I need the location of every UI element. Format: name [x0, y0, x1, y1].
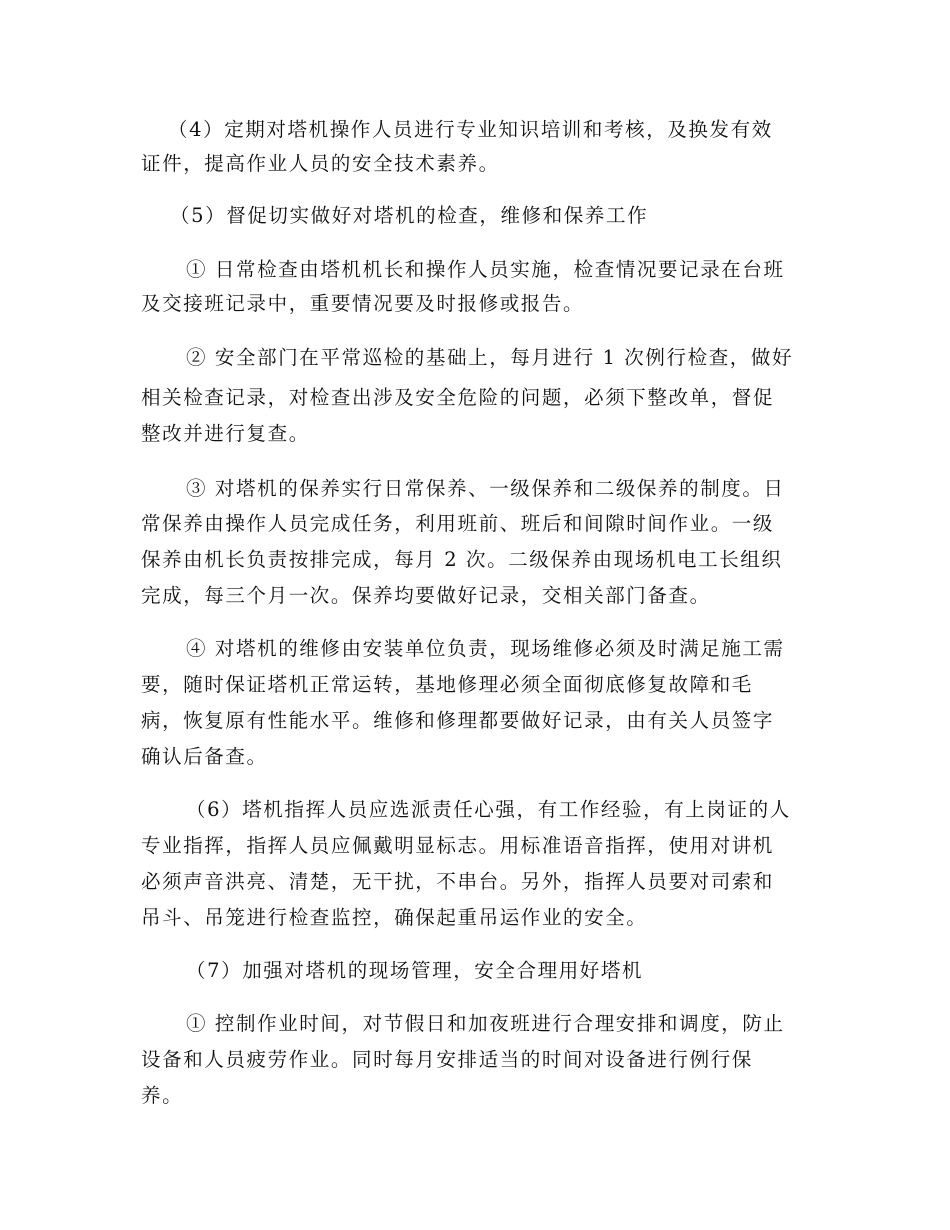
paragraph-line: ③ 对塔机的保养实行日常保养、一级保养和二级保养的制度。日 — [186, 477, 785, 500]
paragraph-line: 吊斗、吊笼进行检查监控，确保起重吊运作业的安全。 — [141, 906, 648, 929]
paragraph-line: 整改并进行复查。 — [141, 422, 310, 445]
paragraph-line: 病，恢复原有性能水平。维修和修理都要做好记录，由有关人员签字 — [141, 709, 775, 732]
paragraph-line: 相关检查记录，对检查出涉及安全危险的问题，必须下整改单，督促 — [141, 386, 775, 409]
paragraph-line: 确认后备查。 — [141, 745, 268, 768]
paragraph-line: ④ 对塔机的维修由安装单位负责，现场维修必须及时满足施工需 — [186, 637, 785, 660]
paragraph-line: 完成，每三个月一次。保养均要做好记录，交相关部门备查。 — [141, 584, 711, 607]
paragraph-line: （6）塔机指挥人员应选派责任心强，有工作经验，有上岗证的人 — [186, 798, 791, 821]
paragraph-line: ② 安全部门在平常巡检的基础上，每月进行 1 次例行检查，做好 — [186, 346, 794, 369]
section-heading: （7）加强对塔机的现场管理，安全合理用好塔机 — [186, 959, 644, 982]
paragraph-line: 保养由机长负责按排完成，每月 2 次。二级保养由现场机电工长组织 — [141, 548, 783, 571]
paragraph-line: ① 日常检查由塔机机长和操作人员实施，检查情况要记录在台班 — [186, 258, 785, 281]
section-heading: （5）督促切实做好对塔机的检查，维修和保养工作 — [170, 204, 649, 227]
paragraph-line: 常保养由操作人员完成任务，利用班前、班后和间隙时间作业。一级 — [141, 512, 775, 535]
paragraph-line: （4）定期对塔机操作人员进行专业知识培训和考核，及换发有效 — [168, 118, 773, 141]
paragraph-line: 必须声音洪亮、清楚，无干扰，不串台。另外，指挥人员要对司索和 — [141, 870, 775, 893]
paragraph-line: 设备和人员疲劳作业。同时每月安排适当的时间对设备进行例行保 — [141, 1048, 753, 1071]
paragraph-line: ① 控制作业时间，对节假日和加夜班进行合理安排和调度，防止 — [186, 1012, 785, 1035]
paragraph-line: 证件，提高作业人员的安全技术素养。 — [141, 152, 500, 175]
paragraph-line: 要，随时保证塔机正常运转，基地修理必须全面彻底修复故障和毛 — [141, 673, 753, 696]
paragraph-line: 专业指挥，指挥人员应佩戴明显标志。用标准语音指挥，使用对讲机 — [141, 834, 775, 857]
paragraph-line: 及交接班记录中，重要情况要及时报修或报告。 — [141, 292, 585, 315]
paragraph-line: 养。 — [141, 1084, 184, 1107]
